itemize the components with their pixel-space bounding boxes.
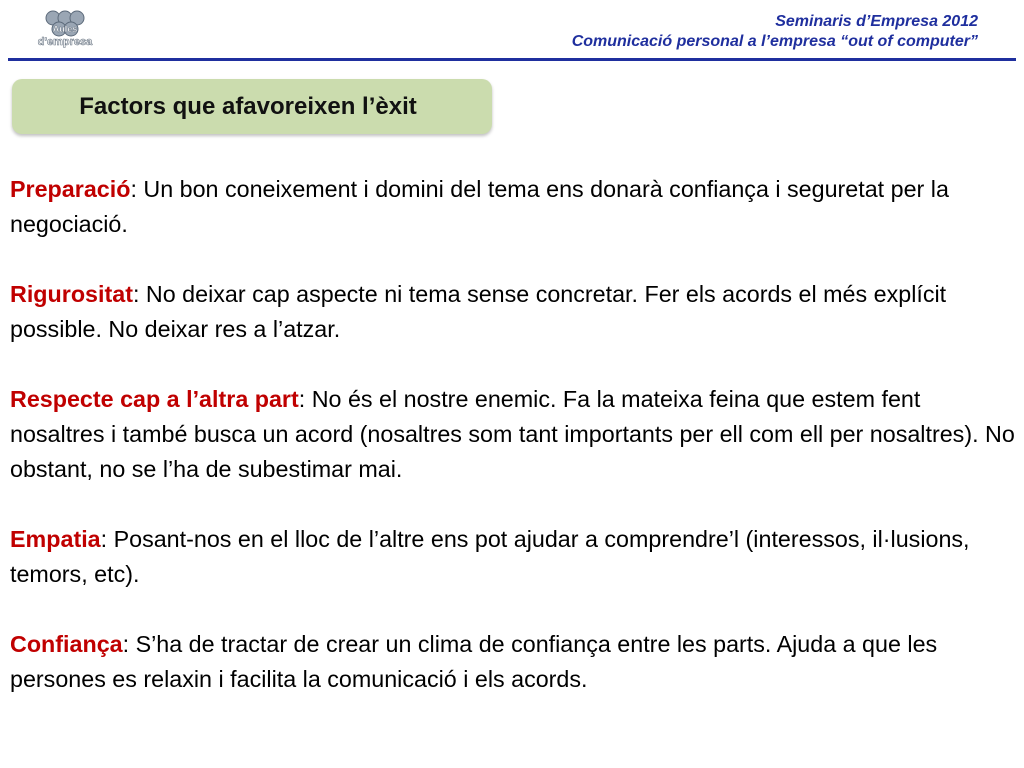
factor-term: Confiança	[10, 631, 123, 657]
factor-term: Preparació	[10, 176, 131, 202]
factor-term: Empatia	[10, 526, 101, 552]
header-line-1: Seminaris d’Empresa 2012	[775, 13, 978, 30]
factor-text: : Un bon coneixement i domini del tema ens donarà confiança i seguretat per la negociació.	[10, 176, 949, 237]
aules-empresa-logo	[36, 8, 94, 50]
factor-paragraph	[10, 627, 1015, 697]
header-divider	[8, 58, 1016, 61]
factor-paragraph	[10, 277, 1015, 347]
factor-paragraph	[10, 382, 1015, 487]
svg-text:d'empresa: d'empresa	[37, 36, 93, 48]
slide-header	[572, 12, 978, 52]
factor-paragraph	[10, 522, 1015, 592]
slide-title: Factors que afavoreixen l’èxit	[79, 92, 417, 120]
factor-term: Rigurositat	[10, 281, 133, 307]
title-box	[12, 79, 492, 134]
factor-text: : Posant-nos en el lloc de l’altre ens pot ajudar a comprendre’l (interessos, il·lusions, temors, etc).	[10, 526, 970, 587]
factor-text: : No deixar cap aspecte ni tema sense concretar. Fer els acords el més explícit possible. No deixar res a l’atzar.	[10, 281, 947, 342]
header-line-2: Comunicació personal a l’empresa “out of computer”	[571, 33, 978, 50]
factor-paragraph	[10, 172, 1015, 242]
svg-text:Aules: Aules	[52, 24, 78, 34]
factor-term: Respecte cap a l’altra part	[10, 386, 299, 412]
factors-list	[10, 172, 1015, 732]
factor-text: : No és el nostre enemic. Fa la mateixa feina que estem fent nosaltres i també busca un acord (nosaltres som tant importants per ell com ell per nosaltres). No obstant, no se l’ha de subestimar mai.	[10, 386, 1015, 482]
factor-text: : S’ha de tractar de crear un clima de confiança entre les parts. Ajuda a que les persones es relaxin i facilita la comunicació i els acords.	[10, 631, 938, 692]
